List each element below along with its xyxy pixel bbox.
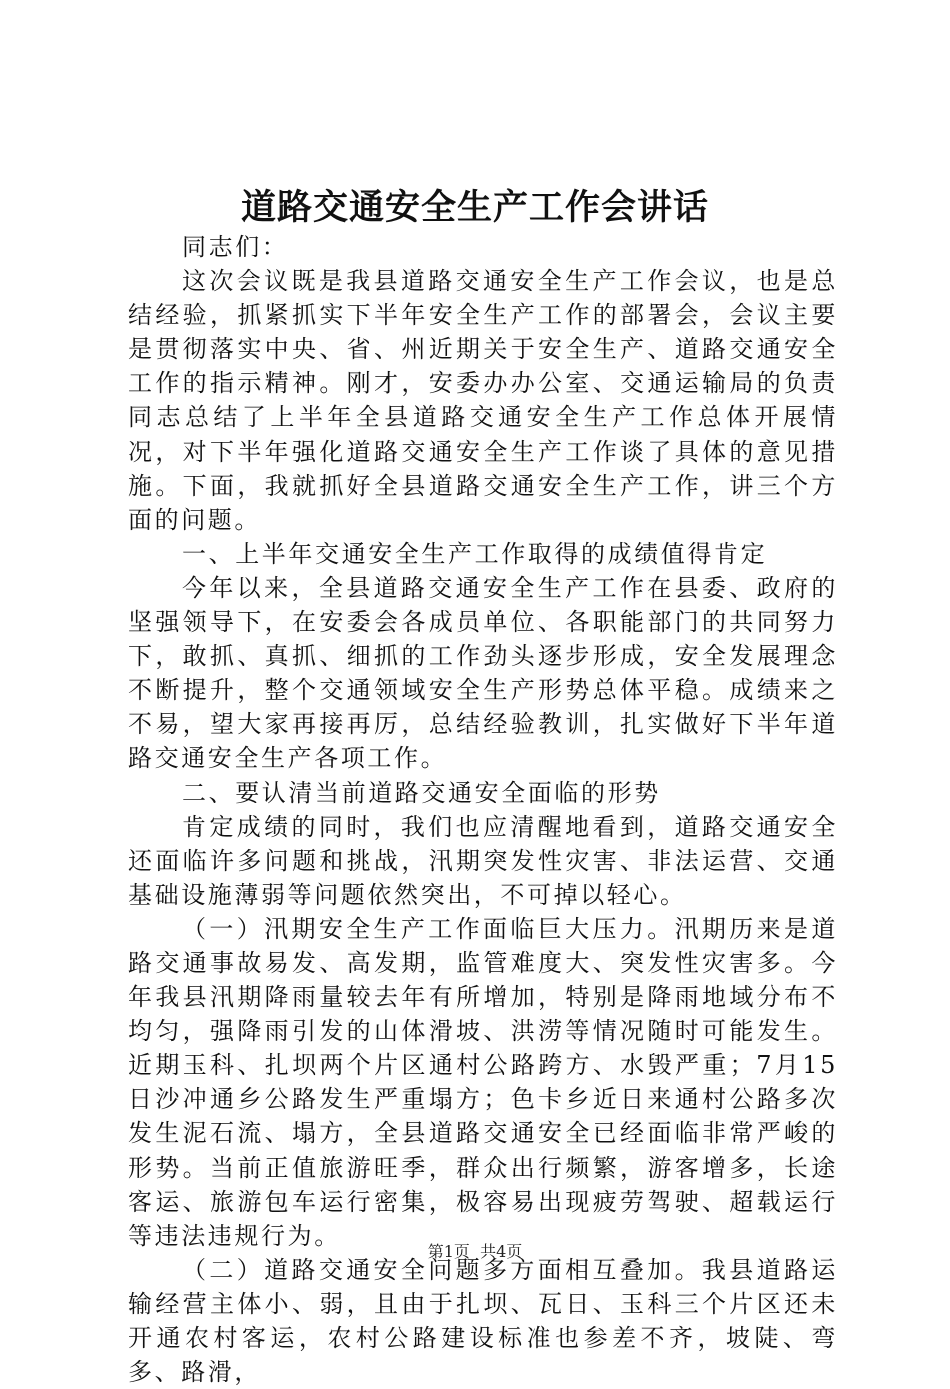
section-2-paragraph: 肯定成绩的同时，我们也应清醒地看到，道路交通安全还面临许多问题和挑战，汛期突发性灾害、非法运营、交通基础设施薄弱等问题依然突出，不可掉以轻心。 <box>128 812 838 909</box>
salutation-paragraph: 同志们： <box>182 233 289 261</box>
subsection-2-paragraph: （二）道路交通安全问题多方面相互叠加。我县道路运输经营主体小、弱，且由于扎坝、瓦日、玉科三个片区还未开通农村客运，农村公路建设标准也参差不齐，坡陡、弯多、路滑， <box>128 1255 838 1387</box>
document-title: 道路交通安全生产工作会讲话 <box>240 187 709 228</box>
page-number: 第1页 <box>427 1242 470 1261</box>
subsection-1-paragraph: （一）汛期安全生产工作面临巨大压力。汛期历来是道路交通事故易发、高发期，监管难度大、突发性灾害多。今年我县汛期降雨量较去年有所增加，特别是降雨地域分布不均匀，强降雨引发的山体滑坡、洪涝等情况随时可能发生。近期玉科、扎坝两个片区通村公路跨方、水毁严重；7月15日沙冲通乡公路发生严重塌方；色卡乡近日来通村公路多次发生泥石流、塌方，全县道路交通安全已经面临非常严峻的形势。当前正值旅游旺季，群众出行频繁，游客增多，长途客运、旅游包车运行密集，极容易出现疲劳驾驶、超载运行等违法违规行为。 <box>128 914 838 1250</box>
intro-paragraph: 这次会议既是我县道路交通安全生产工作会议，也是总结经验，抓紧抓实下半年安全生产工作的部署会，会议主要是贯彻落实中央、省、州近期关于安全生产、道路交通安全工作的指示精神。刚才，安委办办公室、交通运输局的负责同志总结了上半年全县道路交通安全生产工作总体开展情况，对下半年强化道路交通安全生产工作谈了具体的意见措施。下面，我就抓好全县道路交通安全生产工作，讲三个方面的问题。 <box>128 267 838 534</box>
total-pages: 共4页 <box>480 1242 523 1261</box>
section-1-paragraph: 今年以来，全县道路交通安全生产工作在县委、政府的坚强领导下，在安委会各成员单位、各职能部门的共同努力下，敢抓、真抓、细抓的工作劲头逐步形成，安全发展理念不断提升，整个交通领域安全生产形势总体平稳。成绩来之不易，望大家再接再厉，总结经验教训，扎实做好下半年道路交通安全生产各项工作。 <box>128 573 838 773</box>
section-heading-2: 二、要认清当前道路交通安全面临的形势 <box>182 778 661 807</box>
page-footer <box>0 1240 950 1264</box>
section-heading-1: 一、上半年交通安全生产工作取得的成绩值得肯定 <box>182 539 768 568</box>
document-body <box>128 230 838 1389</box>
footer-spacer <box>470 1242 480 1261</box>
